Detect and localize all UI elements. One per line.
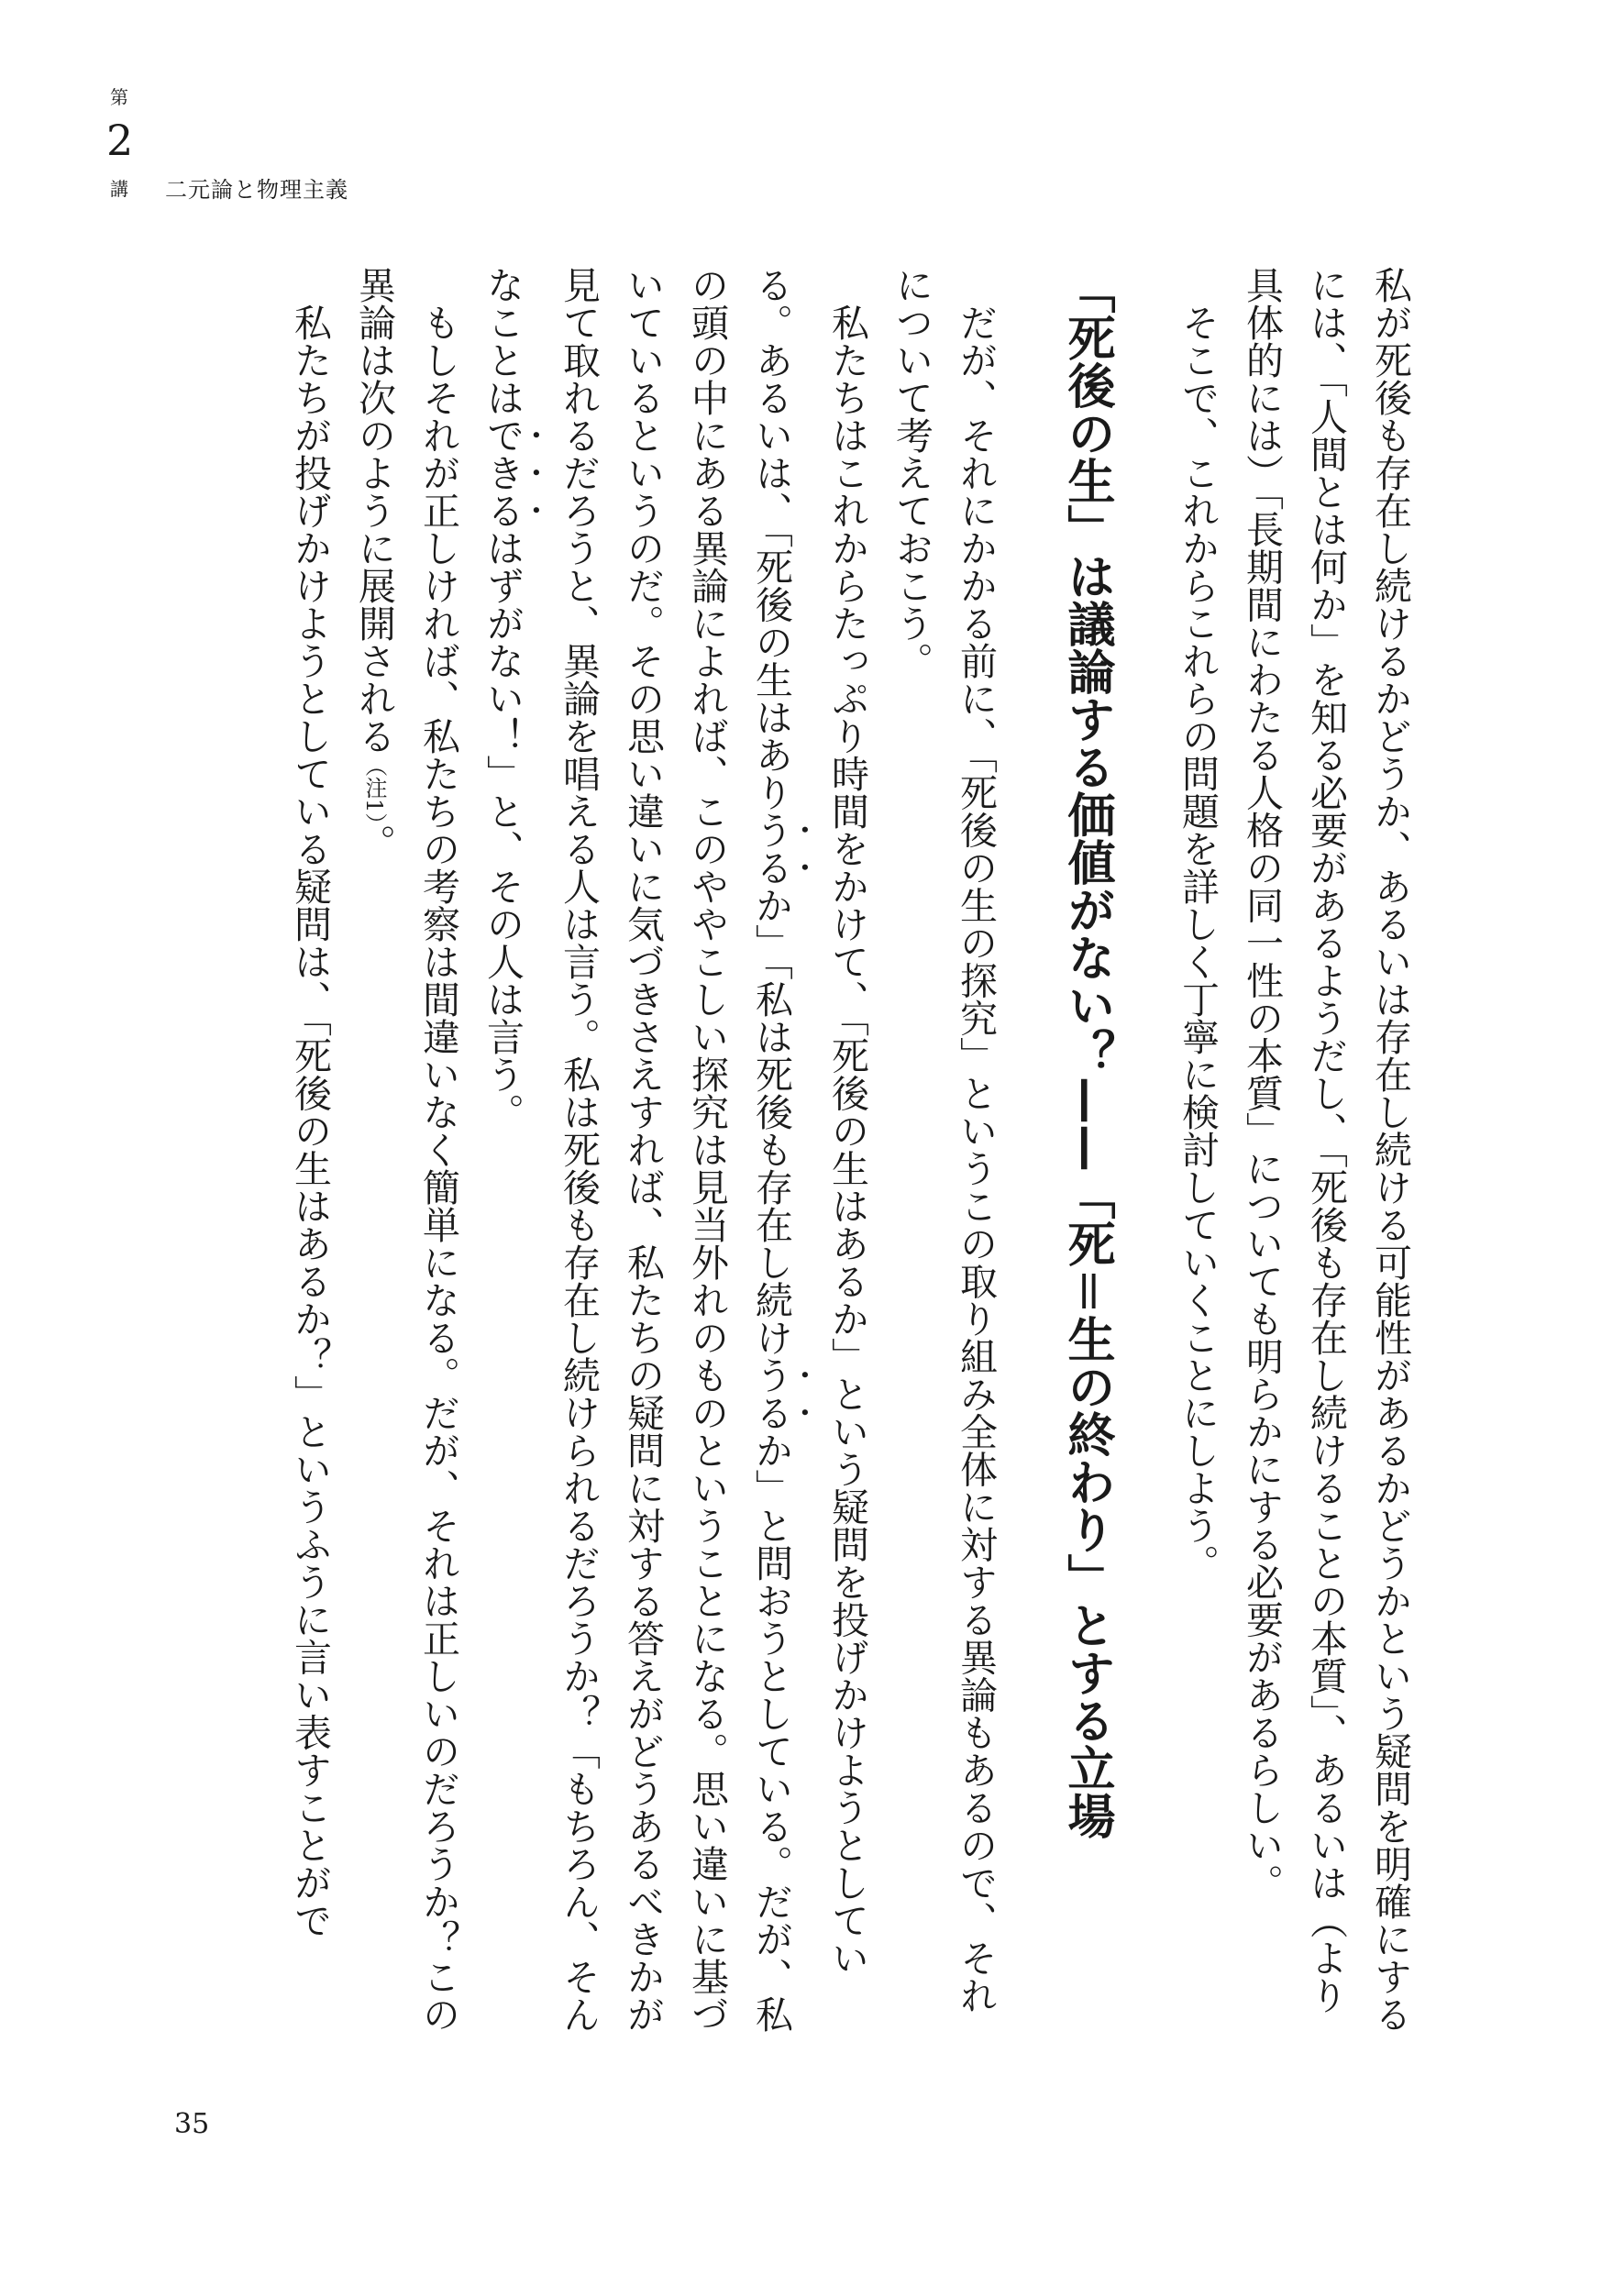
text-run: 私が死後も存在し続けるかどうか、あるいは存在し続ける可能性があるかどうかという疑問を明確にするには、「人間とは何か」を知る必要があるようだし、「死後も存在し続けることの本質」、あるいは（より具体的には）「長期間にわたる人格の同一性の本質」についても明らかにする必要があるらしい。 — [1240, 266, 1412, 2033]
text-run: か」「私は死後も存在し続け — [749, 886, 793, 1356]
section-heading: 「死後の生」は議論する価値がない？——「死＝生の終わり」とする立場 — [1059, 266, 1114, 1839]
text-run: 私たちが投げかけようとしている疑問は、「死後の生はあるか？」というふうに言い表すことがで — [288, 304, 332, 1939]
emphasis-text: うる — [749, 811, 793, 887]
running-head-ko: 講 — [110, 178, 128, 200]
paragraph-p5 — [342, 266, 470, 2036]
paragraph-p4 — [470, 266, 879, 2036]
emphasis-text: うる — [749, 1356, 793, 1431]
vertical-body-text — [120, 266, 1422, 2036]
text-run: 私たちはこれからたっぷり時間をかけて、「死後の生はあるか」という疑問を投げかけようとしている。あるいは、「死後の生はあり — [749, 266, 869, 1977]
running-head-dai: 第 — [110, 86, 128, 108]
text-run: もしそれが正しければ、私たちの考察は間違いなく簡単になる。だが、それは正しいのだろうか？この異論は次のように展開される — [352, 266, 460, 2033]
paragraph-p3 — [879, 266, 1008, 2036]
text-run: だが、それにかかる前に、「死後の生の探究」というこの取り組み全体に対する異論もあるので、それについて考えておこう。 — [889, 266, 998, 2015]
text-run: はずがない！」と、その人は言う。 — [481, 529, 525, 1131]
footnote-ref: （注1） — [361, 755, 387, 824]
emphasis-text: できる — [481, 416, 525, 529]
paragraph-p2 — [1166, 266, 1230, 2036]
page-number: 35 — [174, 2108, 210, 2140]
chapter-number: 2 — [106, 116, 134, 165]
text-run: そこで、これからこれらの問題を詳しく丁寧に検討していくことにしよう。 — [1176, 304, 1220, 1582]
text-run: か」と問おうとしている。だが、私の頭の中にある異論によれば、このややこしい探究は見当外れのものということになる。思い違いに基づいているというのだ。その思い違いに気づきさえすれば、私たちの疑問に対する答えがどうあるべきかが見て取れるだろうと、異論を唱える人は言う。私は死後も存在し続けられるだろうか？「もちろん、そんなことは — [481, 266, 793, 2033]
chapter-title: 二元論と物理主義 — [165, 177, 348, 203]
text-run: 。 — [352, 823, 396, 862]
paragraph-p1 — [1230, 266, 1422, 2036]
paragraph-p6 — [278, 266, 342, 2036]
